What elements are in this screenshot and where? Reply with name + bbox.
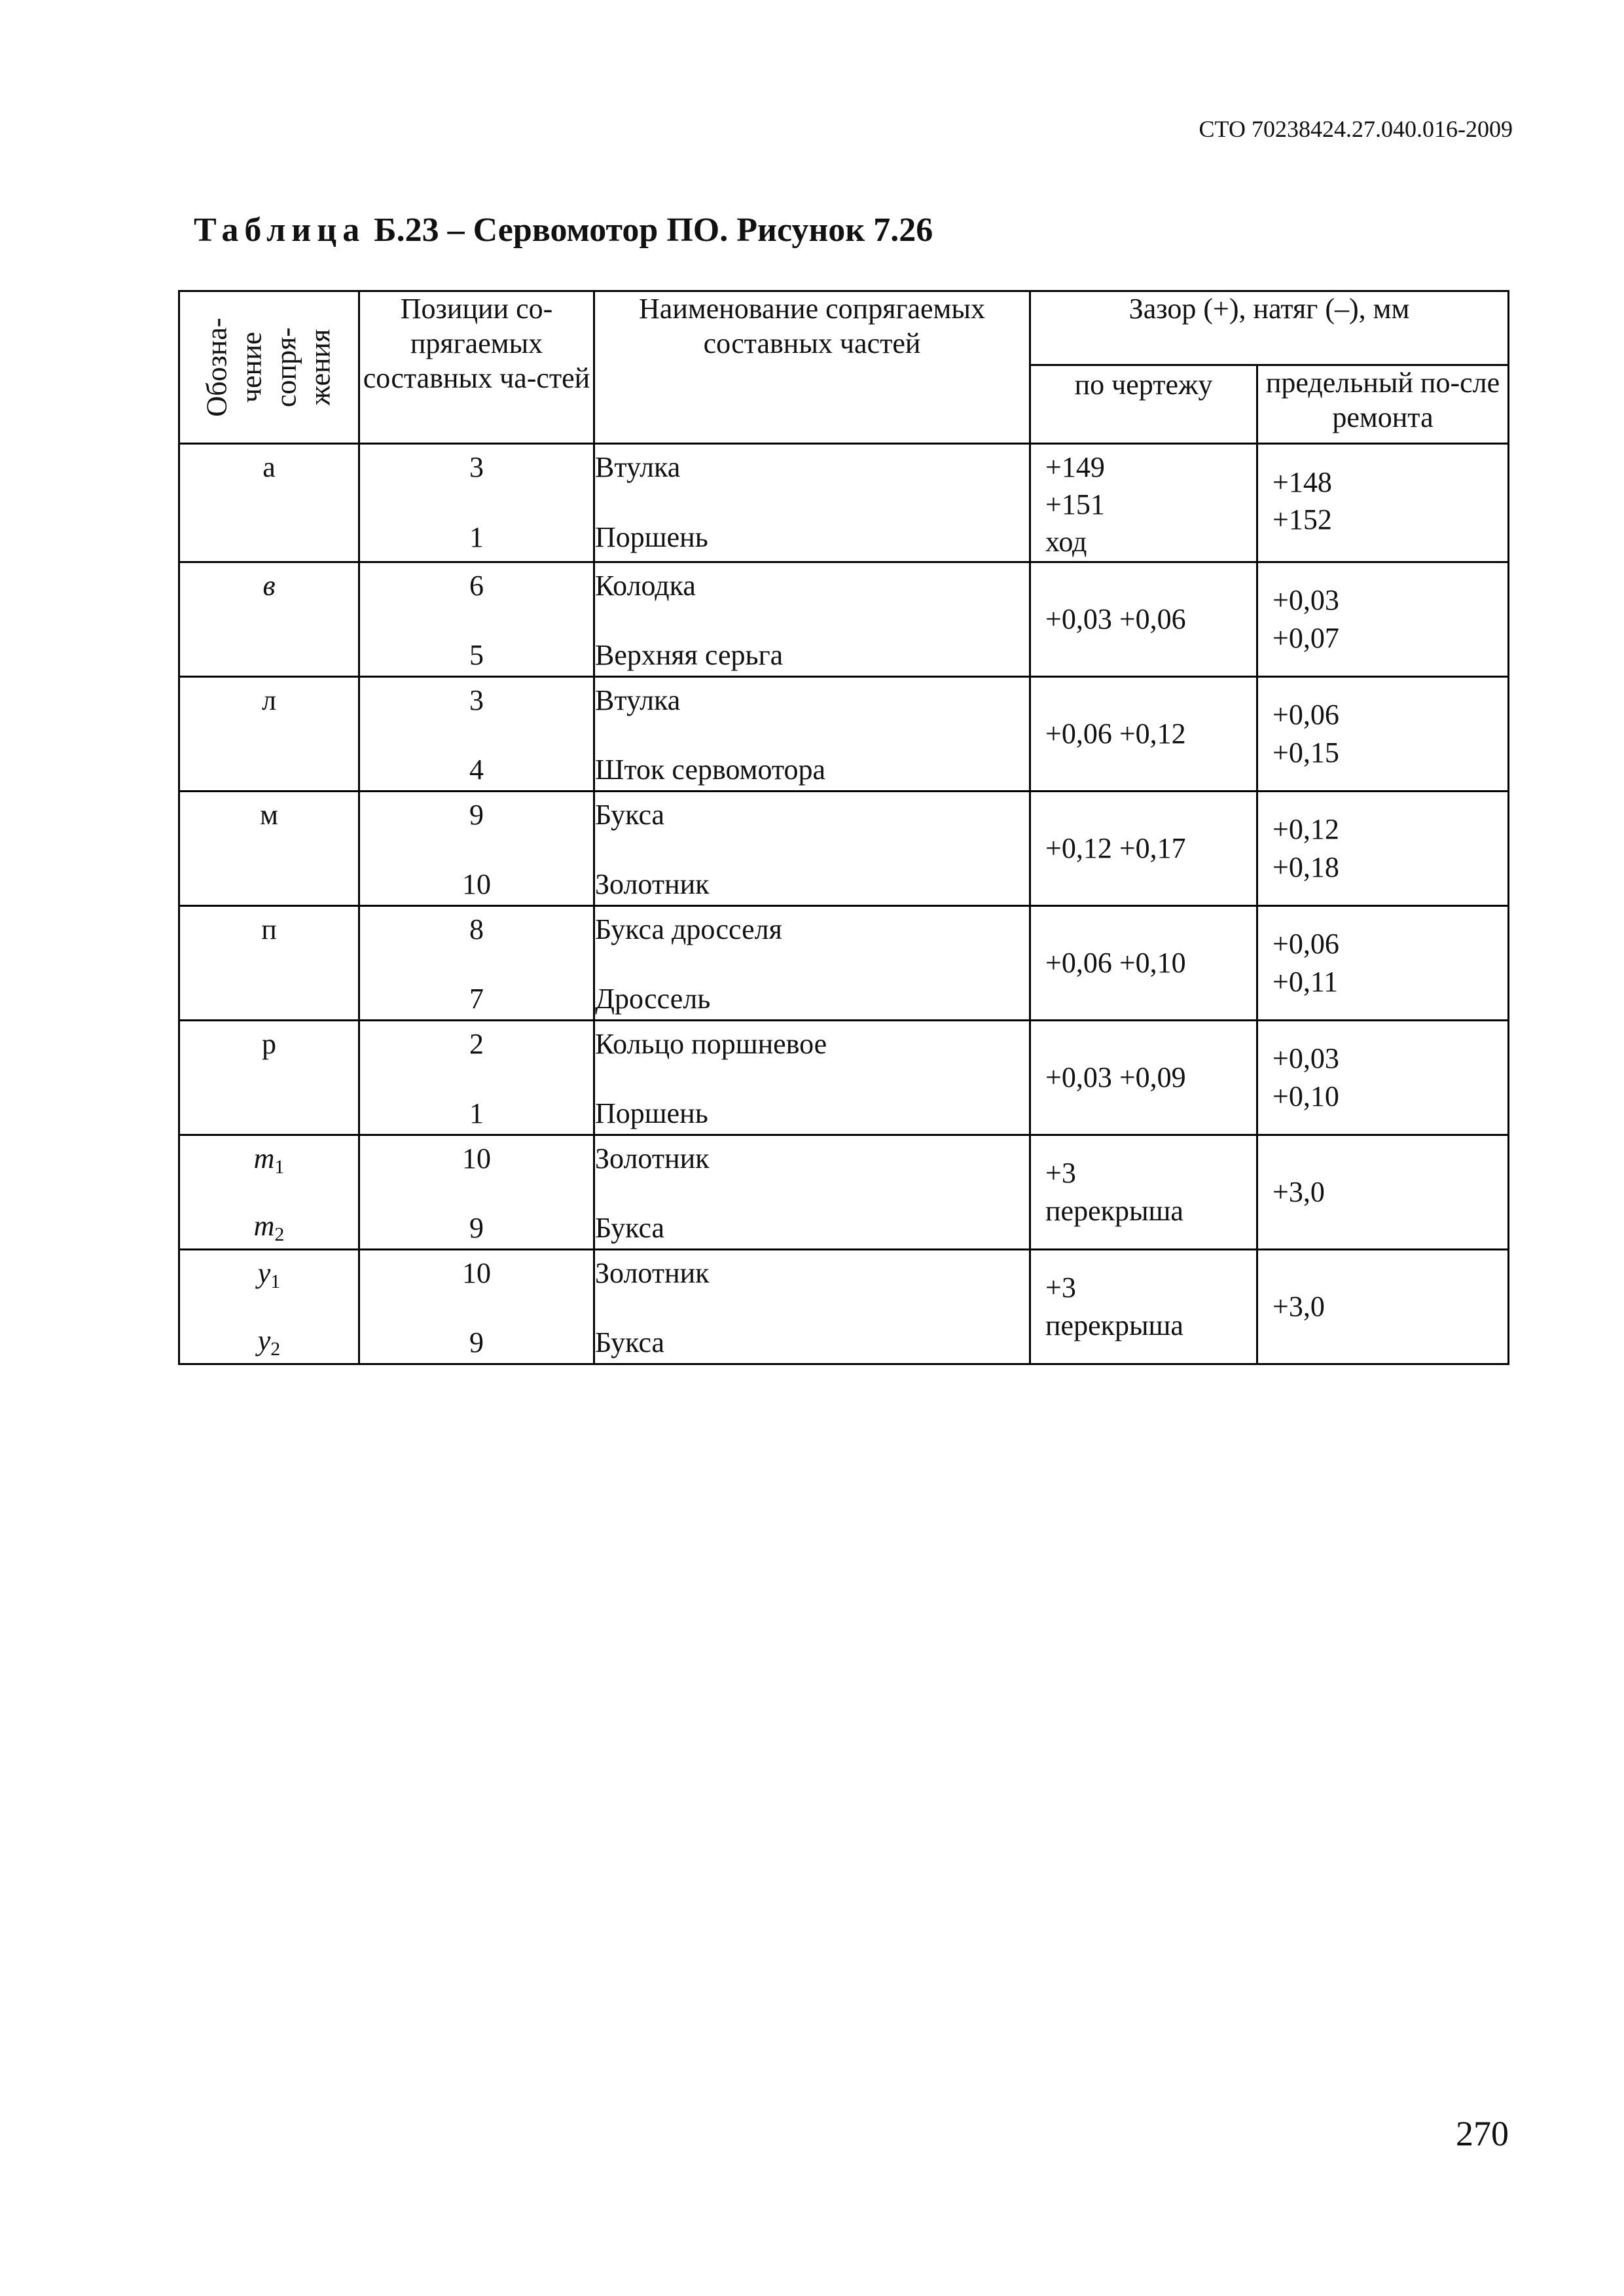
positions-cell (359, 444, 594, 562)
positions-stack (360, 1250, 593, 1363)
position-top: 2 (469, 1027, 484, 1060)
limit-cell (1257, 791, 1509, 905)
limit-line: +0,15 (1272, 736, 1339, 769)
part-name-bottom: Верхняя серьга (595, 639, 784, 672)
part-names-cell (594, 791, 1030, 905)
designation-stack (180, 792, 358, 905)
table-row (179, 791, 1509, 905)
position-bottom: 4 (469, 754, 484, 786)
by-drawing-cell (1030, 676, 1257, 791)
limit-values (1258, 1136, 1507, 1248)
by-drawing-line: +0,03 +0,09 (1045, 1061, 1186, 1093)
limit-cell (1257, 1135, 1509, 1249)
positions-cell (359, 1135, 594, 1249)
part-names-cell (594, 562, 1030, 676)
designation-cell (179, 905, 359, 1020)
designation-stack (180, 563, 358, 676)
designation-stack (180, 1136, 358, 1248)
part-name-top: Букса (595, 798, 665, 831)
table-body (179, 444, 1509, 1364)
limit-cell (1257, 444, 1509, 562)
by-drawing-cell (1030, 444, 1257, 562)
by-drawing-cell (1030, 905, 1257, 1020)
by-drawing-line: +149 (1045, 451, 1105, 483)
part-names-cell (594, 905, 1030, 1020)
designation-top (180, 682, 358, 719)
positions-stack (360, 678, 593, 790)
designation-top-letter: у (257, 1256, 271, 1289)
designation-top-letter: а (262, 451, 276, 483)
by-drawing-line: +0,03 +0,06 (1045, 602, 1186, 635)
positions-cell (359, 791, 594, 905)
limit-line: +0,06 (1272, 699, 1339, 731)
limit-line: +3,0 (1272, 1290, 1325, 1322)
position-top: 6 (469, 569, 484, 602)
column-header-designation-text: Обозна-чение сопря-жения (200, 318, 336, 417)
limit-line: +148 (1272, 465, 1332, 498)
designation-stack (180, 907, 358, 1019)
document-code: СТО 70238424.27.040.016-2009 (1199, 116, 1513, 142)
designation-cell (179, 791, 359, 905)
limit-values (1258, 907, 1507, 1019)
designation-stack (180, 1250, 358, 1363)
part-name-bottom: Дроссель (595, 983, 711, 1015)
position-bottom: 9 (469, 1326, 484, 1359)
designation-top-letter: м (260, 798, 278, 831)
part-name-top: Букса дросселя (595, 913, 782, 945)
positions-stack (360, 1021, 593, 1134)
designation-top-letter: т (253, 1142, 275, 1175)
designation-bottom-letter: т (253, 1209, 275, 1242)
limit-line: +3,0 (1272, 1175, 1325, 1208)
part-name-bottom: Букса (595, 1326, 665, 1359)
by-drawing-values (1031, 907, 1256, 1019)
table-row (179, 676, 1509, 791)
table-row (179, 562, 1509, 676)
by-drawing-values (1031, 445, 1256, 561)
limit-line: +0,12 (1272, 813, 1339, 846)
column-header-designation (179, 291, 359, 444)
position-bottom: 9 (469, 1212, 484, 1245)
designation-top (180, 911, 358, 948)
by-drawing-cell (1030, 562, 1257, 676)
limit-cell (1257, 1020, 1509, 1135)
table-row (179, 1135, 1509, 1249)
designation-cell (179, 444, 359, 562)
table-row (179, 1020, 1509, 1135)
part-names-stack (595, 678, 1029, 790)
part-names-stack (595, 1021, 1029, 1134)
designation-top-subscript: 1 (270, 1270, 281, 1292)
positions-stack (360, 445, 593, 557)
part-name-top: Кольцо поршневое (595, 1027, 827, 1060)
limit-values (1258, 563, 1507, 676)
by-drawing-line: +0,12 +0,17 (1045, 831, 1186, 864)
column-header-limit-after-repair: предельный по-сле ремонта (1257, 365, 1509, 444)
by-drawing-line: +3 (1045, 1271, 1076, 1304)
part-name-top: Золотник (595, 1256, 710, 1289)
column-header-positions: Позиции со-прягаемых составных ча-стей (359, 291, 594, 444)
by-drawing-line: ход (1045, 526, 1087, 558)
part-names-stack (595, 1136, 1029, 1248)
limit-values (1258, 445, 1507, 557)
column-header-by-drawing: по чертежу (1030, 365, 1257, 444)
positions-stack (360, 907, 593, 1019)
part-names-stack (595, 1250, 1029, 1363)
table-row (179, 444, 1509, 562)
by-drawing-cell (1030, 1249, 1257, 1364)
table-title (194, 211, 933, 249)
table-row (179, 905, 1509, 1020)
part-name-top: Втулка (595, 451, 681, 483)
designation-stack (180, 445, 358, 557)
designation-bottom (180, 1322, 358, 1362)
limit-line: +152 (1272, 503, 1332, 536)
part-name-bottom: Поршень (595, 520, 708, 553)
part-names-cell (594, 1249, 1030, 1364)
table-title-text: Б.23 – Сервомотор ПО. Рисунок 7.26 (374, 211, 933, 249)
table-header-row (179, 291, 1509, 365)
column-header-gap-interference: Зазор (+), натяг (–), мм (1030, 291, 1509, 365)
designation-top-letter: п (261, 913, 277, 945)
designation-bottom-letter: у (257, 1324, 271, 1357)
by-drawing-line: +3 (1045, 1157, 1076, 1190)
limit-values (1258, 792, 1507, 905)
designation-top-subscript: 1 (274, 1156, 285, 1178)
limit-line: +0,03 (1272, 1042, 1339, 1075)
position-bottom: 7 (469, 983, 484, 1015)
designation-bottom-subscript: 2 (270, 1338, 281, 1360)
designation-bottom-subscript: 2 (274, 1223, 285, 1245)
designation-top (180, 1140, 358, 1180)
part-names-stack (595, 445, 1029, 557)
position-top: 9 (469, 798, 484, 831)
by-drawing-line: перекрыша (1045, 1194, 1183, 1227)
position-top: 10 (462, 1256, 491, 1289)
by-drawing-line: +151 (1045, 488, 1105, 521)
positions-stack (360, 1136, 593, 1248)
part-names-stack (595, 792, 1029, 905)
part-name-bottom: Золотник (595, 868, 710, 901)
designation-top (180, 1025, 358, 1063)
by-drawing-line: +0,06 +0,12 (1045, 717, 1186, 750)
designation-top (180, 1254, 358, 1294)
part-name-top: Колодка (595, 569, 696, 602)
part-names-cell (594, 676, 1030, 791)
by-drawing-values (1031, 792, 1256, 905)
positions-cell (359, 676, 594, 791)
by-drawing-values (1031, 1250, 1256, 1363)
designation-top (180, 796, 358, 833)
limit-values (1258, 678, 1507, 790)
part-name-top: Золотник (595, 1142, 710, 1175)
position-top: 3 (469, 683, 484, 716)
by-drawing-values (1031, 1136, 1256, 1248)
position-top: 10 (462, 1142, 491, 1175)
positions-cell (359, 905, 594, 1020)
designation-cell (179, 1135, 359, 1249)
by-drawing-line: +0,06 +0,10 (1045, 946, 1186, 979)
designation-bottom (180, 1207, 358, 1247)
by-drawing-cell (1030, 1135, 1257, 1249)
by-drawing-line: перекрыша (1045, 1309, 1183, 1341)
by-drawing-values (1031, 678, 1256, 790)
mating-parts-table (178, 290, 1509, 1365)
limit-cell (1257, 1249, 1509, 1364)
limit-values (1258, 1021, 1507, 1134)
designation-top-letter: р (262, 1027, 276, 1060)
limit-cell (1257, 676, 1509, 791)
limit-cell (1257, 905, 1509, 1020)
by-drawing-cell (1030, 791, 1257, 905)
designation-cell (179, 1249, 359, 1364)
by-drawing-cell (1030, 1020, 1257, 1135)
designation-top (180, 448, 358, 486)
limit-line: +0,06 (1272, 928, 1339, 960)
designation-cell (179, 1020, 359, 1135)
positions-stack (360, 563, 593, 676)
position-bottom: 1 (469, 1097, 484, 1130)
designation-top-letter: в (262, 569, 276, 602)
limit-cell (1257, 562, 1509, 676)
part-names-stack (595, 907, 1029, 1019)
limit-line: +0,07 (1272, 621, 1339, 654)
part-name-bottom: Шток сервомотора (595, 754, 826, 786)
designation-stack (180, 1021, 358, 1134)
positions-stack (360, 792, 593, 905)
limit-values (1258, 1250, 1507, 1363)
designation-cell (179, 676, 359, 791)
position-top: 3 (469, 451, 484, 483)
table-title-label: Таблица (194, 211, 366, 249)
part-names-cell (594, 1020, 1030, 1135)
designation-stack (180, 678, 358, 790)
position-top: 8 (469, 913, 484, 945)
page-number: 270 (1456, 2114, 1509, 2153)
positions-cell (359, 1020, 594, 1135)
position-bottom: 10 (462, 868, 491, 901)
part-name-bottom: Букса (595, 1212, 665, 1245)
part-names-stack (595, 563, 1029, 676)
designation-top-letter: л (262, 683, 276, 716)
part-name-top: Втулка (595, 683, 681, 716)
limit-line: +0,18 (1272, 850, 1339, 883)
table-row (179, 1249, 1509, 1364)
designation-top (180, 567, 358, 604)
part-names-cell (594, 444, 1030, 562)
by-drawing-values (1031, 1021, 1256, 1134)
part-name-bottom: Поршень (595, 1097, 708, 1130)
positions-cell (359, 562, 594, 676)
column-header-part-names: Наименование сопрягаемых составных частей (594, 291, 1030, 444)
designation-cell (179, 562, 359, 676)
positions-cell (359, 1249, 594, 1364)
part-names-cell (594, 1135, 1030, 1249)
position-bottom: 1 (469, 520, 484, 553)
position-bottom: 5 (469, 639, 484, 672)
by-drawing-values (1031, 563, 1256, 676)
limit-line: +0,10 (1272, 1080, 1339, 1112)
limit-line: +0,11 (1272, 965, 1339, 998)
limit-line: +0,03 (1272, 584, 1339, 617)
